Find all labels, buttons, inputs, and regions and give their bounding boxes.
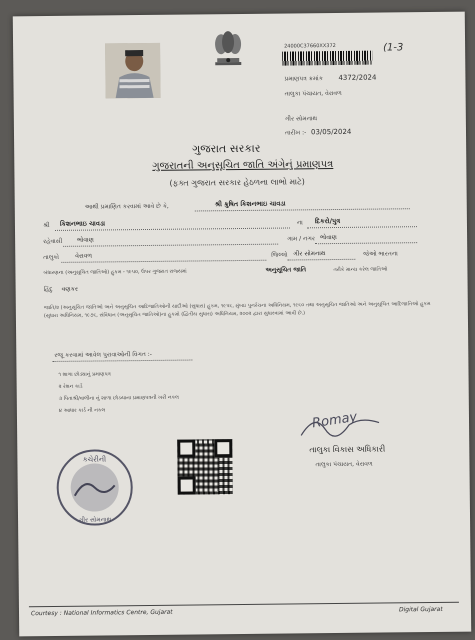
certificate-paper [13,12,471,637]
village-value: ભોવાણ [320,234,337,242]
footer-courtesy: Courtesy : National Informatics Centre, Gujarat [30,608,173,618]
caste-value: અનુસૂચિત જાતિ [265,266,307,274]
handwritten-serial: (1-3 [383,42,404,54]
footer-divider [29,602,459,608]
seal-bottom-text: ગીર સોમનાથ [78,516,112,524]
religion-label: હિંદુ [43,285,53,294]
date-label: તારીખ :- [284,129,307,137]
applicant-photo [105,43,161,99]
order-text-2: તરીકે માન્ય કરેલ જાતિઓ [333,266,388,274]
legal-paragraph: જાતિ/૨ (અનુસૂચિત જાતિઓ અને અનુસૂચિત આદિજાતિઓની યાદીઓ (સુધારા) હુકમ, ૧૯૫૬, મુંબઇ પુનર્રચના અધિનિયમ, ૧૯૬૦ તથા અનુસૂચિત જાતિઓ અને અનુસૂચિત આદિજાતિઓ હુકમ (સુધારા અધિનિયમ, ૧૯૭૬, સંવિધાન (અનુસૂચિત જાતિઓ)ના હુકમો (દ્વિતીય સુધારા) અધિનિયમ, ૨૦૦૨ દ્વારા સુધારવામાં આવી છે.) [43,301,431,320]
qr-code [177,439,233,495]
officer-title: તાલુકા વિકાસ અધિકારી [309,444,386,455]
resident-label: રહેવાસી [43,237,63,246]
attachments-heading: રજૂ કરવામાં આવેલ પુરાવાઓની વિગત :- [54,350,152,359]
state-text: જેઓ ભારતના [363,250,398,258]
barcode-number: 24000C37660XX372 [284,43,336,50]
resident-value: ભોવાણ [77,236,94,244]
cert-number: 4372/2024 [338,73,377,82]
taluka-label: તાલુકો [43,253,60,262]
certificate-title: ગુજરાતની અનુસૂચિત જાતિ અંગેનું પ્રમાણપત્ર [152,159,334,172]
seal-top-text: કચેરીની [82,455,107,464]
father-name: કિશનભાઇ ચાવડા [59,219,106,228]
footer-digital-gujarat: Digital Gujarat [398,605,443,614]
applicant-name: શ્રી ક્રુષિત કિશનભાઇ ચાવડા [214,199,286,209]
sub-caste: વણકર [61,285,78,293]
office-seal-icon [54,447,135,528]
barcode [282,51,372,66]
intro-text: આથી પ્રમાણિત કરવામાં આવે છે કે, [84,202,169,211]
issue-date: 03/05/2024 [310,127,352,137]
district-value: ગીર સોમનાથ [293,250,326,258]
govt-heading: ગુજરાત સરકાર [192,141,261,156]
issuing-office: તાલુકા પંચાયત, વેરાવળ [284,89,342,98]
issuing-district: ગીર સોમનાથ [284,115,318,123]
village-label: ગામ / નગર [287,235,316,243]
attachment-item: ૪ આધાર કાર્ડ ની નકલ [58,407,106,414]
attachment-item: ૧ શાળા છોડ્યાનું પ્રમાણપત્ર [58,371,111,378]
cert-number-label: પ્રમાણપત્ર ક્રમાંક [284,75,323,83]
officer-office: તાલુકા પંચાયત, વેરાવળ [315,460,373,469]
signature-scribble-icon [297,410,387,441]
national-emblem-icon [209,28,247,70]
signature: Romay [311,409,359,432]
attachment-item: ૩ પિતાશ્રી/વાલીના નું શાળા છોડયાના પ્રમાણપત્રની ખરી નકલ [58,394,179,402]
attachment-item: ૨ રેશન કાર્ડ [58,383,83,390]
na-label: ના [296,219,303,227]
father-label: શ્રી [42,222,50,230]
taluka-value: વેરાવળ [75,252,93,260]
relation: દિકરો/પુત્ર [314,216,341,226]
district-label: જિલ્લો [271,251,288,259]
order-text: બંધારણના (અનુસૂચિત જાતિઓ) હુકમ - ૧૯૫૦, ઉપર ગુજરાત રાજ્યમાં [43,268,187,277]
certificate-subtitle: (ફક્ત ગુજરાત સરકાર હેઠળના લાભો માટે) [169,177,305,188]
